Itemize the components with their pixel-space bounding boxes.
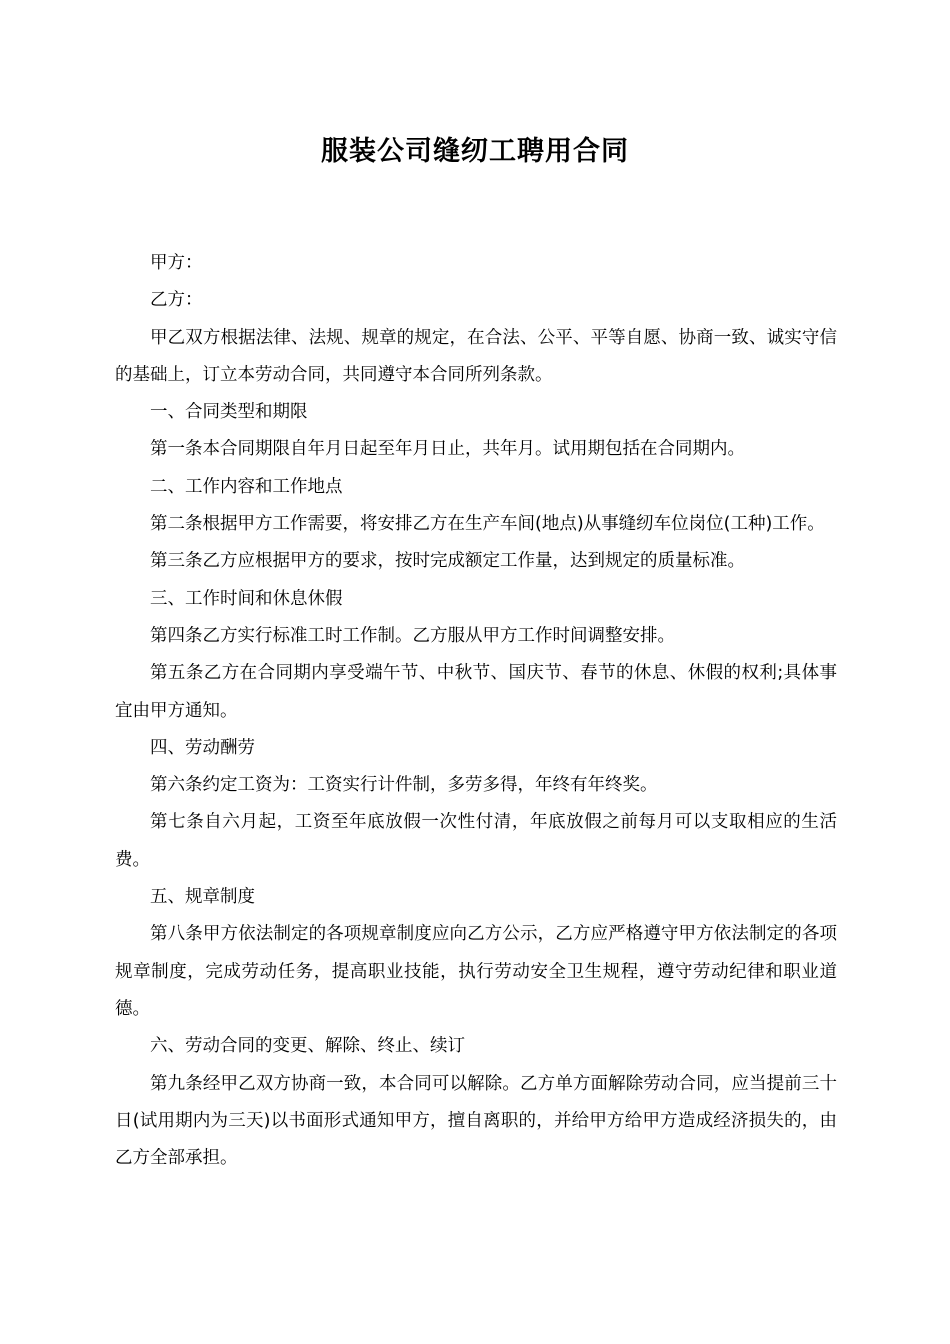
section-heading-6: 六、劳动合同的变更、解除、终止、续订: [150, 1036, 465, 1057]
article-3: 第三条乙方应根据甲方的要求，按时完成额定工作量，达到规定的质量标准。: [150, 551, 745, 572]
article-9: 第九条经甲乙双方协商一致，本合同可以解除。乙方单方面解除劳动合同，应当提前三十日(试用期内为三天)以书面形式通知甲方，擅自离职的，并给甲方给甲方造成经济损失的，由乙方全部承担。: [115, 1073, 837, 1169]
document-body: [115, 245, 837, 1177]
article-4: 第四条乙方实行标准工时工作制。乙方服从甲方工作时间调整安排。: [150, 625, 675, 646]
party-b-line: 乙方：: [150, 290, 203, 311]
article-8: 第八条甲方依法制定的各项规章制度应向乙方公示，乙方应严格遵守甲方依法制定的各项规章制度，完成劳动任务，提高职业技能，执行劳动安全卫生规程，遵守劳动纪律和职业道德。: [115, 924, 837, 1019]
article-1: 第一条本合同期限自年月日起至年月日止，共年月。试用期包括在合同期内。: [150, 439, 745, 460]
section-heading-1: 一、合同类型和期限: [150, 402, 308, 423]
section-heading-4: 四、劳动酬劳: [150, 737, 255, 758]
article-7: 第七条自六月起，工资至年底放假一次性付清，年底放假之前每月可以支取相应的生活费。: [115, 812, 837, 870]
section-heading-3: 三、工作时间和休息休假: [150, 588, 343, 609]
section-heading-5: 五、规章制度: [150, 887, 255, 908]
preamble-paragraph: 甲乙双方根据法律、法规、规章的规定，在合法、公平、平等自愿、协商一致、诚实守信的基础上，订立本劳动合同，共同遵守本合同所列条款。: [115, 327, 837, 385]
document-title: 服装公司缝纫工聘用合同: [321, 136, 629, 167]
article-6: 第六条约定工资为：工资实行计件制，多劳多得，年终有年终奖。: [150, 775, 658, 796]
section-heading-2: 二、工作内容和工作地点: [150, 476, 343, 497]
article-2: 第二条根据甲方工作需要，将安排乙方在生产车间(地点)从事缝纫车位岗位(工种)工作。: [150, 514, 825, 535]
article-5: 第五条乙方在合同期内享受端午节、中秋节、国庆节、春节的休息、休假的权利;具体事宜由甲方通知。: [115, 663, 837, 721]
party-a-line: 甲方：: [150, 253, 203, 273]
